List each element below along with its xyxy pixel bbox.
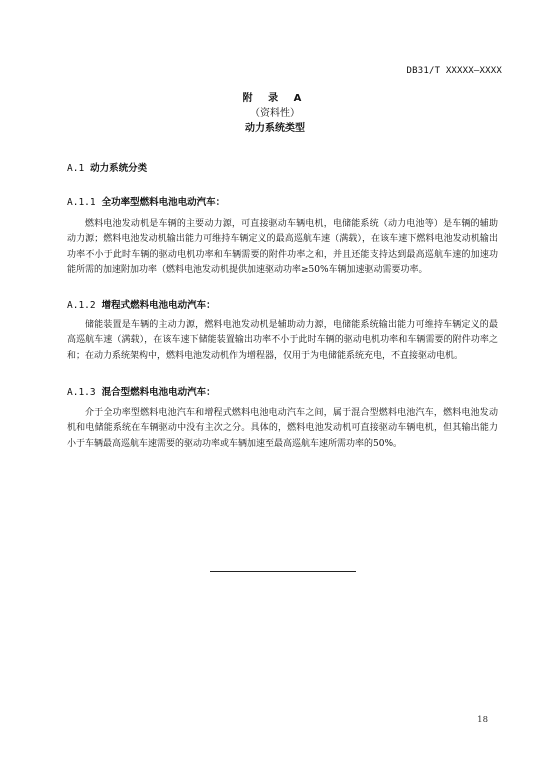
section-title: 混合型燃料电池电动汽车：: [101, 387, 216, 398]
section-number: A.1.2: [67, 300, 96, 311]
section-title: 动力系统分类: [90, 163, 148, 174]
appendix-subtitle: （资料性）: [250, 108, 300, 119]
section-a1-heading: [67, 160, 147, 174]
section-number: A.1.1: [67, 197, 96, 208]
appendix-title: 附 录 A: [242, 93, 308, 104]
section-a1-3-heading: [67, 384, 216, 398]
section-number: A.1.3: [67, 387, 96, 398]
section-number: A.1: [67, 163, 85, 174]
page-number: 18: [477, 715, 488, 725]
section-title: 增程式燃料电池电动汽车：: [101, 300, 216, 311]
document-code: DB31/T XXXXX—XXXX: [406, 66, 502, 76]
section-a1-1-paragraph: 燃料电池发动机是车辆的主要动力源，可直接驱动车辆电机，电储能系统（动力电池等）是车辆的辅助动力源；燃料电池发动机输出能力可维持车辆定义的最高巡航车速（满载），在该车速下燃料电池发动机输出功率不小于此时车辆的驱动电机功率和车辆需要的附件功率之和，并且还能支持达到最高巡航车速的加速功能所需的加速附加功率（燃料电池发动机提供加速驱动功率≥50%车辆加速驱动需要功率。: [67, 219, 498, 275]
section-a1-1-heading: [67, 194, 225, 208]
appendix-heading: [0, 91, 550, 136]
section-a1-2-paragraph: 储能装置是车辆的主动力源，燃料电池发动机是辅助动力源，电储能系统输出能力可维持车辆定义的最高巡航车速（满载），在该车速下储能装置输出功率不小于此时车辆的驱动电机功率和车辆需要的附件功率之和；在动力系统架构中，燃料电池发动机作为增程器，仅用于为电储能系统充电，不直接驱动电机。: [67, 320, 498, 361]
section-a1-2-heading: [67, 297, 216, 311]
section-a1-3-paragraph: 介于全功率型燃料电池汽车和增程式燃料电池电动汽车之间，属于混合型燃料电池汽车，燃料电池发动机和电储能系统在车辆驱动中没有主次之分。具体的，燃料电池发动机可直接驱动车辆电机，但其输出能力小于车辆最高巡航车速需要的驱动功率或车辆加速至最高巡航车速所需功率的50%。: [67, 408, 498, 449]
section-title: 全功率型燃料电池电动汽车：: [101, 197, 226, 208]
end-rule: [210, 571, 356, 572]
appendix-name: 动力系统类型: [245, 123, 305, 134]
